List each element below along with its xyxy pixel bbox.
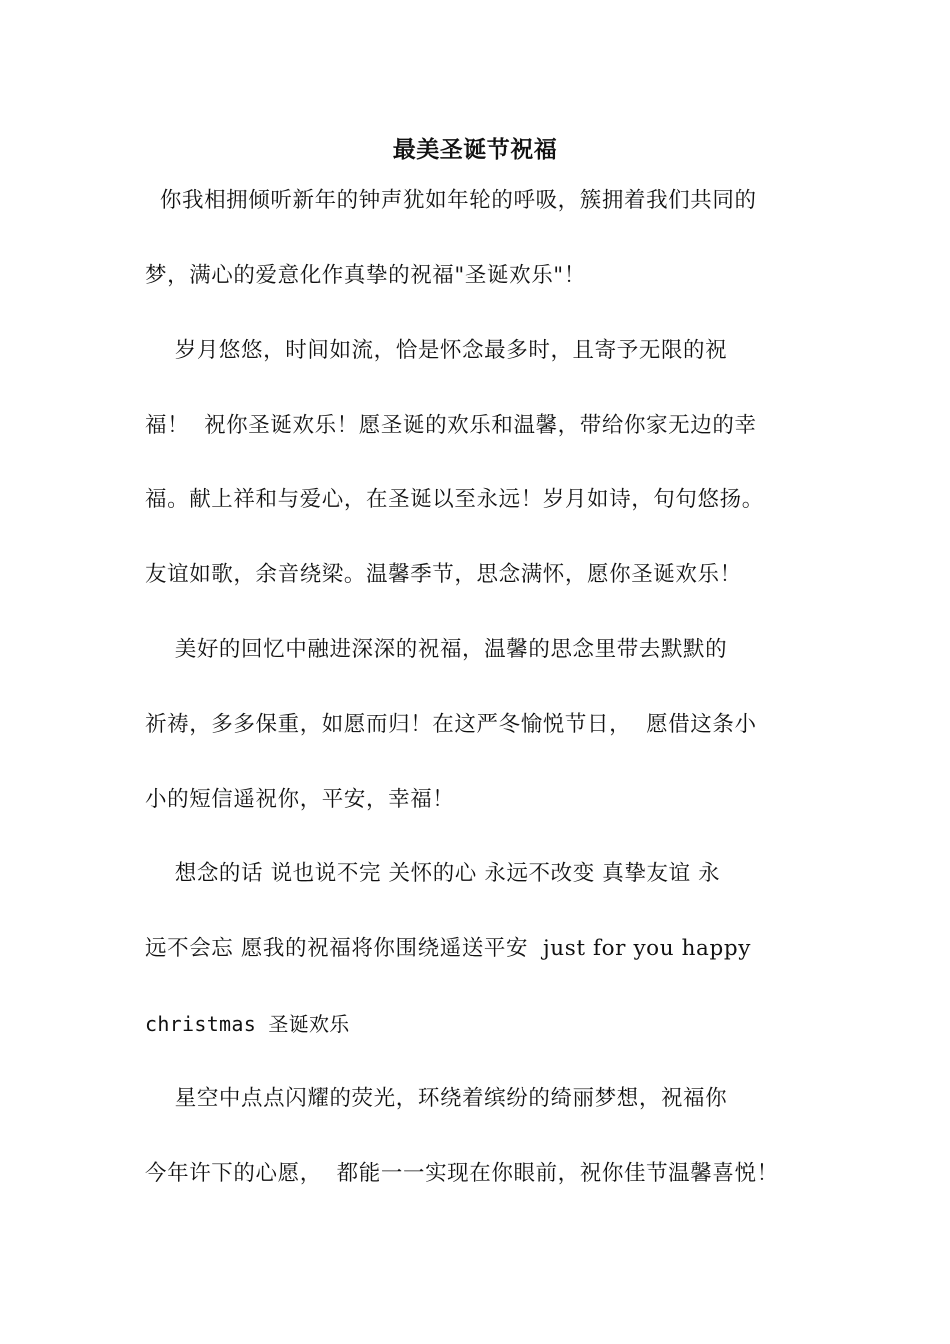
text-line-12: christmas 圣诞欢乐 bbox=[145, 1012, 350, 1036]
text-line-1: 你我相拥倾听新年的钟声犹如年轮的呼吸，簇拥着我们共同的 bbox=[145, 188, 757, 213]
text-line-14: 今年许下的心愿， 都能一一实现在你眼前，祝你佳节温馨喜悦！ bbox=[145, 1161, 779, 1186]
text-line-5: 福。献上祥和与爱心，在圣诞以至永远！岁月如诗，句句悠扬。 bbox=[145, 487, 764, 512]
text-line-7: 美好的回忆中融进深深的祝福，温馨的思念里带去默默的 bbox=[145, 637, 728, 662]
text-line-8: 祈祷，多多保重，如愿而归！在这严冬愉悦节日， 愿借这条小 bbox=[145, 712, 757, 737]
text-line-9: 小的短信遥祝你，平安，幸福！ bbox=[145, 787, 455, 812]
text-line-2: 梦，满心的爱意化作真挚的祝福"圣诞欢乐"！ bbox=[145, 263, 586, 288]
text-line-3: 岁月悠悠，时间如流，恰是怀念最多时，且寄予无限的祝 bbox=[145, 338, 728, 363]
text-line-6: 友谊如歌，余音绕梁。温馨季节，思念满怀，愿你圣诞欢乐！ bbox=[145, 562, 742, 587]
text-line-4: 福！ 祝你圣诞欢乐！愿圣诞的欢乐和温馨，带给你家无边的幸 bbox=[145, 413, 757, 438]
text-line-11: 远不会忘 愿我的祝福将你围绕遥送平安 just for you happy bbox=[145, 936, 751, 961]
text-line-13: 星空中点点闪耀的荧光，环绕着缤纷的绮丽梦想，祝福你 bbox=[145, 1086, 728, 1111]
document-title: 最美圣诞节祝福 bbox=[392, 136, 558, 163]
text-line-10: 想念的话 说也说不完 关怀的心 永远不改变 真挚友谊 永 bbox=[145, 861, 721, 886]
